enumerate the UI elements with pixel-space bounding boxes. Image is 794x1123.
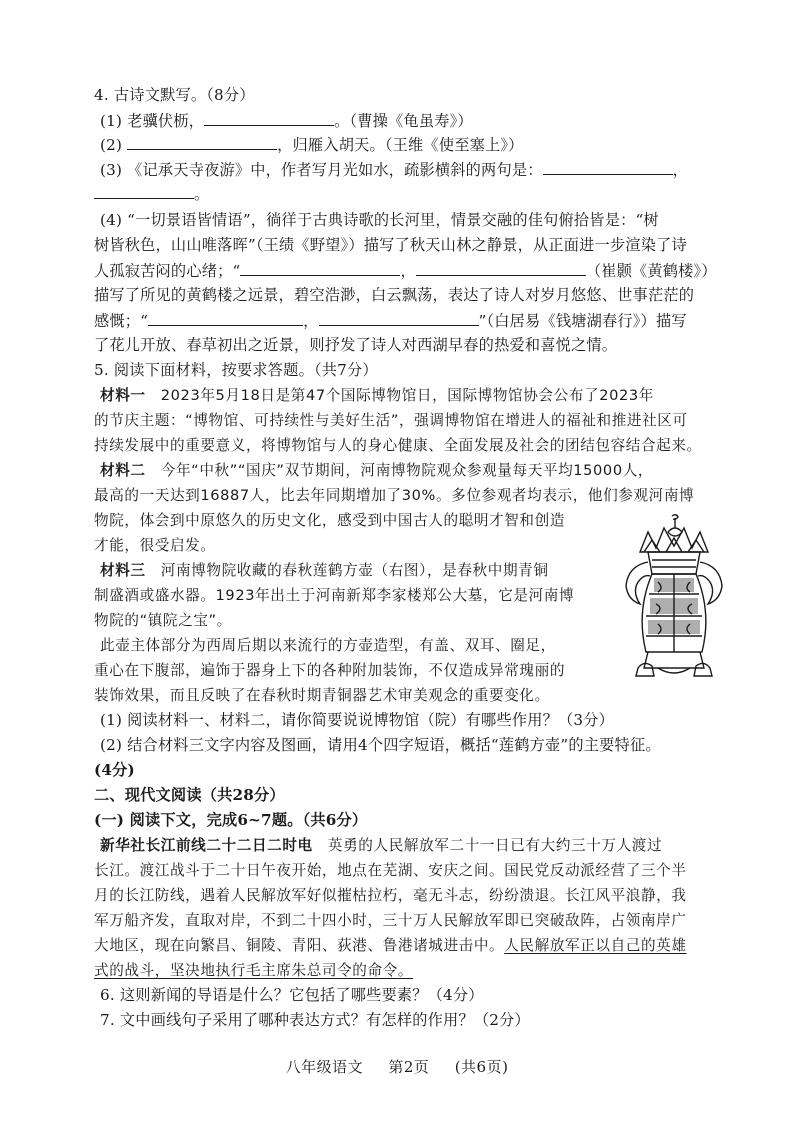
material-1-text: 2023年5月18日是第47个国际博物馆日，国际博物馆协会公布了2023年 bbox=[145, 387, 654, 404]
q4-line3-period: 。 bbox=[194, 185, 210, 203]
news-line5-text: 大地区，现在向繁昌、铜陵、青阳、荻港、鲁港诸城进击中。 bbox=[94, 937, 505, 954]
q5-title: 5. 阅读下面材料，按要求答题。（共7分） bbox=[94, 361, 378, 379]
news-line6 bbox=[94, 961, 734, 980]
q4-line3-comma: ， bbox=[672, 161, 688, 179]
q4-line2-label: (2) bbox=[100, 136, 128, 154]
q4-line4-5-source: ”（白居易《钱塘湖春行》）描写 bbox=[478, 312, 687, 330]
material-2-line4: 才能，很受启发。 bbox=[94, 537, 216, 554]
material-2-line3: 物院，体会到中原悠久的历史文化，感受到中国古人的聪明才智和创造 bbox=[94, 512, 566, 529]
news-line2: 长江。渡江战斗于二十日午夜开始，地点在芜湖、安庆之间。国民党反动派经营了三个半 bbox=[94, 862, 687, 879]
q4-line4-6: 了花儿开放、春草初出之近景，则抒发了诗人对西湖早春的热爱和喜悦之情。 bbox=[94, 336, 618, 354]
news-dateline: 新华社长江前线二十二日二时电 bbox=[100, 837, 313, 854]
material-3-line2: 制盛酒或盛水器。1923年出土于河南新郑李家楼郑公大墓，它是河南博 bbox=[94, 587, 575, 604]
q4-line4-1: (4) “一切景语皆情语”，徜徉于古典诗歌的长河里，情景交融的佳句俯拾皆是：“树 bbox=[100, 211, 659, 229]
material-3-label: 材料三 bbox=[100, 562, 146, 579]
footer-subject: 八年级语文 bbox=[285, 1058, 364, 1076]
material-1-label: 材料一 bbox=[100, 387, 146, 404]
answer-blank[interactable] bbox=[204, 111, 334, 126]
material-2-line2: 最高的一天达到16887人，比去年同期增加了30%。多位参观者均表示，他们参观河南博 bbox=[94, 487, 695, 504]
answer-blank[interactable] bbox=[240, 261, 400, 276]
q4-line1-text: (1) 老骥伏枥， bbox=[100, 112, 205, 130]
q5-subquestion-2-points: (4分) bbox=[94, 761, 135, 779]
material-2-label: 材料二 bbox=[100, 462, 146, 479]
q4-line1-source: 。（曹操《龟虽寿》） bbox=[334, 112, 473, 130]
underlined-sentence-cont: 式的战斗，坚决地执行毛主席朱总司令的命令。 bbox=[94, 962, 414, 979]
footer-page-number: 第2页 bbox=[388, 1058, 430, 1076]
news-text: 英勇的人民解放军二十一日已有大约三十万人渡过 bbox=[312, 837, 663, 854]
q4-line4-2: 树皆秋色，山山唯落晖”（王绩《野望》）描写了秋天山林之静景，从正面进一步渲染了诗 bbox=[94, 236, 687, 254]
q4-line4-4: 描写了所见的黄鹤楼之远景，碧空浩渺，白云飘荡，表达了诗人对岁月悠悠、世事茫茫的 bbox=[94, 286, 695, 304]
answer-blank[interactable] bbox=[319, 311, 479, 326]
q4-line3-cont bbox=[94, 184, 734, 204]
material-3-line3: 物院的“镇院之宝”。 bbox=[94, 612, 232, 629]
material-3-text: 河南博物院收藏的春秋莲鹤方壶（右图），是春秋中期青铜 bbox=[145, 562, 549, 579]
q5-subquestion-1: (1) 阅读材料一、材料二，请你简要说说博物馆（院）有哪些作用？（3分） bbox=[100, 711, 615, 729]
page-footer bbox=[0, 1056, 794, 1077]
material-1-line3: 持续发展中的重要意义，将博物馆与人的身心健康、全面发展及社会的团结包容结合起来。 bbox=[94, 437, 702, 454]
answer-blank[interactable] bbox=[148, 311, 303, 326]
q4-line4-3-text: 人孤寂苦闷的心绪；“ bbox=[94, 262, 241, 280]
material-3-line6: 装饰效果，而且反映了在春秋时期青铜器艺术审美观念的重要变化。 bbox=[94, 687, 550, 704]
material-2-line1 bbox=[100, 461, 740, 480]
section-2-title: 二、现代文阅读（共28分） bbox=[94, 786, 285, 804]
material-1-line1 bbox=[100, 386, 740, 405]
answer-blank[interactable] bbox=[127, 135, 277, 150]
q4-line4-3-source: （崔颢《黄鹤楼》） bbox=[585, 262, 717, 280]
news-line3: 月的长江防线，遇着人民解放军好似摧枯拉朽，毫无斗志，纷纷溃退。长江风平浪静，我 bbox=[94, 887, 687, 904]
q4-line2-text: ，归雁入胡天。（王维《使至塞上》） bbox=[277, 136, 524, 154]
question-6: 6. 这则新闻的导语是什么？它包括了哪些要素？（4分） bbox=[100, 986, 484, 1004]
section-2-sub-title: (一) 阅读下文，完成6~7题。（共6分） bbox=[94, 811, 368, 829]
q4-line4-5-comma: ， bbox=[303, 312, 319, 330]
lotus-crane-pot-illustration bbox=[618, 512, 730, 682]
q4-line1 bbox=[100, 111, 740, 131]
answer-blank[interactable] bbox=[416, 261, 586, 276]
news-line4: 军万船齐发，直取对岸，不到二十四小时，三十万人民解放军即已突破敌阵，占领南岸广 bbox=[94, 912, 687, 929]
material-1-line2: 的节庆主题：“博物馆、可持续性与美好生活”，强调博物馆在增进人的福祉和推进社区可 bbox=[94, 412, 688, 429]
answer-blank[interactable] bbox=[94, 184, 194, 199]
footer-total-pages: (共6页) bbox=[454, 1058, 509, 1076]
material-3-line4: 此壶主体部分为西周后期以来流行的方壶造型，有盖、双耳、圈足， bbox=[100, 637, 556, 654]
q4-line4-3 bbox=[94, 261, 734, 281]
q4-line2 bbox=[100, 135, 740, 155]
q4-title: 4. 古诗文默写。（8分） bbox=[94, 86, 255, 104]
q4-line4-5 bbox=[94, 311, 734, 331]
q4-line4-3-comma: ， bbox=[400, 262, 416, 280]
q4-line3 bbox=[100, 160, 740, 180]
q5-subquestion-2: (2) 结合材料三文字内容及图画，请用4个四字短语，概括“莲鹤方壶”的主要特征。 bbox=[100, 736, 661, 754]
material-3-line5: 重心在下腹部，遍饰于器身上下的各种附加装饰，不仅造成异常瑰丽的 bbox=[94, 662, 566, 679]
material-2-text: 今年“中秋”“国庆”双节期间，河南博物院观众参观量每天平均15000人， bbox=[145, 462, 654, 479]
question-7: 7. 文中画线句子采用了哪种表达方式？有怎样的作用？（2分） bbox=[100, 1011, 530, 1029]
underlined-sentence: 人民解放军正以自己的英雄 bbox=[504, 937, 687, 954]
news-line5 bbox=[94, 936, 734, 955]
q4-line3-text: (3) 《记承天寺夜游》中，作者写月光如水，疏影横斜的两句是： bbox=[100, 161, 543, 179]
news-line1 bbox=[100, 836, 740, 855]
answer-blank[interactable] bbox=[543, 160, 673, 175]
q4-line4-5-text: 感慨；“ bbox=[94, 312, 149, 330]
